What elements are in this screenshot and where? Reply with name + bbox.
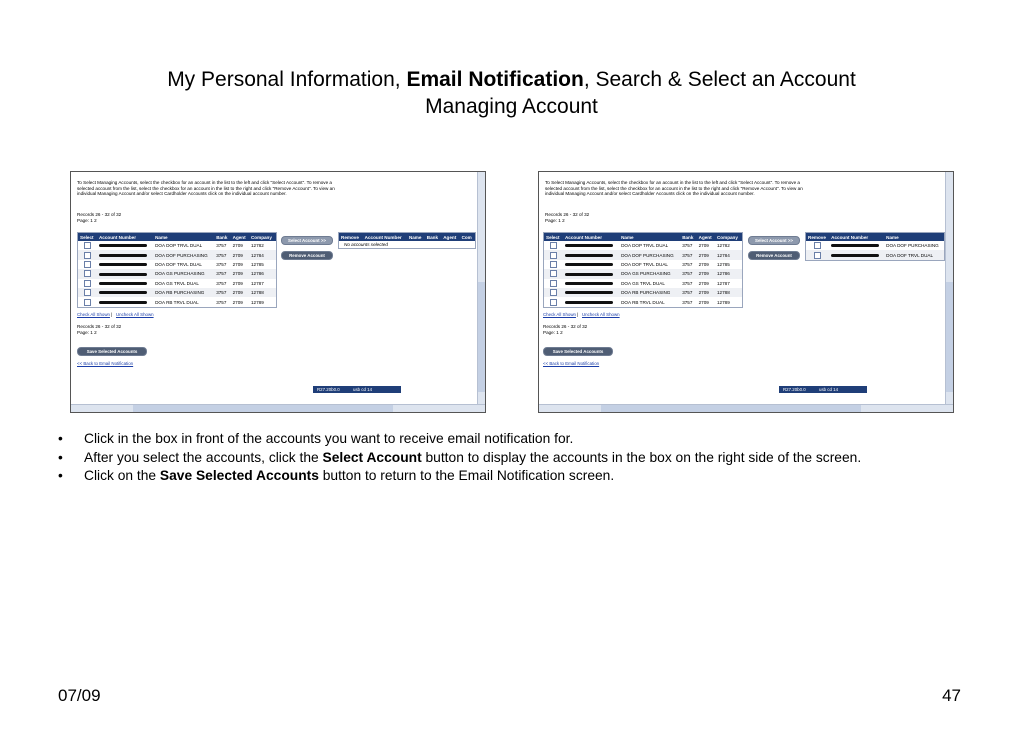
bullet-item <box>58 467 998 486</box>
selected-accounts-table <box>805 232 945 261</box>
records-count-bottom: Records 26 - 32 of 32 <box>77 324 122 329</box>
table-row <box>544 250 743 259</box>
scroll-thumb[interactable] <box>601 405 861 412</box>
bullet-text: Click on the <box>84 468 160 483</box>
bullet-text: Click in the box in front of the accounts you want to receive email notification for. <box>84 431 574 446</box>
row-agent: 2709 <box>698 280 709 286</box>
masked-account-number[interactable] <box>99 282 147 285</box>
horizontal-scrollbar[interactable] <box>539 404 953 412</box>
row-bank: 3757 <box>682 261 693 267</box>
row-bank: 3757 <box>216 299 227 305</box>
select-checkbox[interactable] <box>84 242 91 249</box>
select-account-button[interactable]: Select Account >> <box>748 236 800 245</box>
accounts-table <box>77 232 277 308</box>
check-all-link[interactable]: Check All Shown <box>543 312 576 317</box>
masked-account-number[interactable] <box>831 254 879 257</box>
pagination-bottom: Page: 1 2 <box>543 329 563 335</box>
row-bank: 3757 <box>680 288 696 297</box>
select-checkbox[interactable] <box>84 252 91 259</box>
row-bank: 3757 <box>214 269 230 278</box>
remove-account-button[interactable]: Remove Account <box>281 251 333 260</box>
back-to-email-notification-link[interactable]: << Back to Email Notification <box>543 361 600 366</box>
masked-account-number[interactable] <box>99 273 147 276</box>
col-header: Bank <box>214 233 230 242</box>
masked-account-number[interactable] <box>99 254 147 257</box>
check-all-link[interactable]: Check All Shown <box>77 312 110 317</box>
scroll-thumb[interactable] <box>133 405 393 412</box>
accounts-table <box>543 232 743 308</box>
title-line-1 <box>0 66 1023 93</box>
bullet-text: button to return to the Email Notification screen. <box>318 468 615 483</box>
row-company: 12785 <box>250 261 264 267</box>
col-header: Name <box>619 233 680 242</box>
col-header: Remove <box>339 233 363 242</box>
table-row <box>544 260 743 269</box>
row-bank: 3757 <box>682 243 693 249</box>
table-row <box>78 269 277 278</box>
row-agent: 2709 <box>231 250 249 259</box>
row-name: DOA DOP TRVL DUAL <box>621 243 669 249</box>
masked-account-number[interactable] <box>99 301 147 304</box>
masked-account-number[interactable] <box>565 301 613 304</box>
col-header: Account Number <box>563 233 619 242</box>
save-selected-accounts-button[interactable]: Save Selected Accounts <box>77 347 147 356</box>
row-name: DOA GS PURCHASING <box>619 269 680 278</box>
masked-account-number[interactable] <box>565 273 613 276</box>
table-row <box>78 279 277 288</box>
row-agent: 2709 <box>231 288 249 297</box>
row-name: DOA GS PURCHASING <box>153 269 214 278</box>
table-row <box>544 297 743 307</box>
status-version: R27.20b0.0 <box>783 387 806 392</box>
select-checkbox[interactable] <box>550 261 557 268</box>
bullet-item <box>58 430 998 449</box>
row-bank: 3757 <box>680 269 696 278</box>
horizontal-scrollbar[interactable] <box>71 404 485 412</box>
row-company: 12789 <box>716 299 730 305</box>
table-row <box>544 279 743 288</box>
masked-account-number[interactable] <box>565 291 613 294</box>
row-company: 12782 <box>716 243 730 249</box>
col-header: Name <box>153 233 214 242</box>
table-row <box>544 288 743 297</box>
row-agent: 2709 <box>232 261 243 267</box>
masked-account-number[interactable] <box>99 291 147 294</box>
row-company: 12784 <box>249 250 277 259</box>
instructions-text: To Select Managing Accounts, select the checkbox for an account in the list to the left and click "Select Account". To remove a selected account from the list, select the checkbox for an account in the list to the right and click "Remove Account". To view an individual Managing Account and/or select Cardholder Accounts click on the individual account number. <box>77 180 335 197</box>
masked-account-number[interactable] <box>831 244 879 247</box>
masked-account-number[interactable] <box>99 244 147 247</box>
selected-accounts-table <box>338 232 476 249</box>
screenshot-before <box>70 171 486 413</box>
remove-checkbox[interactable] <box>814 242 821 249</box>
row-agent: 2709 <box>232 280 243 286</box>
uncheck-all-link[interactable]: Uncheck All Shown <box>116 312 154 317</box>
row-company: 12788 <box>249 288 277 297</box>
row-agent: 2709 <box>697 269 715 278</box>
row-agent: 2709 <box>232 243 243 249</box>
footer-date: 07/09 <box>58 686 101 705</box>
row-company: 12782 <box>250 243 264 249</box>
link-separator: | <box>577 312 579 317</box>
pagination-bottom: Page: 1 2 <box>77 329 97 335</box>
col-header: Account Number <box>829 233 884 242</box>
bullet-text: button to display the accounts in the box on the right side of the screen. <box>421 449 862 465</box>
table-row <box>806 250 945 260</box>
table-row <box>544 269 743 278</box>
row-name: DOA RB PURCHASING <box>153 288 214 297</box>
table-row <box>78 250 277 259</box>
table-row <box>544 241 743 250</box>
row-name: DOA RB TRVL DUAL <box>621 299 665 305</box>
bullet-marker: • <box>58 449 63 465</box>
row-name: DOA DOF PURCHASING <box>153 250 214 259</box>
row-name: DOA DOF TRVL DUAL <box>621 261 668 267</box>
row-bank: 3757 <box>680 250 696 259</box>
row-name: DOA DOF TRVL DUAL <box>155 261 202 267</box>
col-header: Name <box>884 233 944 242</box>
masked-account-number[interactable] <box>565 263 613 266</box>
col-header: Bank <box>425 233 441 242</box>
scroll-thumb[interactable] <box>478 282 485 392</box>
row-company: 12789 <box>250 299 264 305</box>
col-header: Select <box>78 233 97 242</box>
row-agent: 2709 <box>698 299 709 305</box>
select-checkbox[interactable] <box>550 242 557 249</box>
col-header: Company <box>715 233 743 242</box>
selected-name: DOA DOF PURCHASING <box>886 243 939 249</box>
pagination-top: Page: 1 2 <box>77 217 97 223</box>
status-server: usb cd 14 <box>353 387 373 392</box>
select-checkbox[interactable] <box>84 270 91 277</box>
row-bank: 3757 <box>214 288 230 297</box>
title-bold: Email Notification <box>406 68 584 91</box>
bullet-marker: • <box>58 431 63 446</box>
title-line-2: Managing Account <box>425 95 598 118</box>
row-agent: 2709 <box>698 261 709 267</box>
masked-account-number[interactable] <box>99 263 147 266</box>
select-checkbox[interactable] <box>84 289 91 296</box>
records-count-top: Records 26 - 32 of 32 <box>545 212 590 217</box>
table-row <box>78 260 277 269</box>
select-checkbox[interactable] <box>550 289 557 296</box>
table-row <box>78 241 277 250</box>
select-account-button[interactable]: Select Account >> <box>281 236 333 245</box>
masked-account-number[interactable] <box>565 254 613 257</box>
row-agent: 2709 <box>697 288 715 297</box>
row-company: 12788 <box>715 288 743 297</box>
screenshot-after <box>538 171 954 413</box>
col-header: Select <box>544 233 563 242</box>
bullet-text: After you select the accounts, click the <box>84 449 323 465</box>
status-bar <box>779 386 867 393</box>
bullet-item <box>58 449 998 468</box>
col-header: Account Number <box>97 233 153 242</box>
page-number: 47 <box>942 686 961 705</box>
select-checkbox[interactable] <box>84 299 91 306</box>
row-name: DOA DOP TRVL DUAL <box>155 243 203 249</box>
bullet-bold: Save Selected Accounts <box>159 468 319 483</box>
col-header: Agent <box>697 233 715 242</box>
title-part-1: My Personal Information, <box>167 68 407 91</box>
row-bank: 3757 <box>216 261 227 267</box>
row-bank: 3757 <box>216 243 227 249</box>
table-row <box>78 297 277 307</box>
col-header: Name <box>407 233 425 242</box>
scroll-thumb[interactable] <box>946 282 953 392</box>
masked-account-number[interactable] <box>565 282 613 285</box>
bullet-bold: Select Account <box>322 449 422 465</box>
row-company: 12786 <box>249 269 277 278</box>
col-header: Remove <box>806 233 830 242</box>
select-checkbox[interactable] <box>84 261 91 268</box>
row-bank: 3757 <box>214 250 230 259</box>
link-separator: | <box>111 312 113 317</box>
table-row <box>806 241 945 250</box>
remove-account-button[interactable]: Remove Account <box>748 251 800 260</box>
select-checkbox[interactable] <box>550 299 557 306</box>
title-part-2: , Search & Select an Account <box>583 68 856 91</box>
row-company: 12784 <box>715 250 743 259</box>
row-agent: 2709 <box>231 269 249 278</box>
no-accounts-message: No accounts selected <box>339 241 476 249</box>
row-name: DOA GS TRVL DUAL <box>155 280 199 286</box>
select-checkbox[interactable] <box>550 270 557 277</box>
row-agent: 2709 <box>697 250 715 259</box>
select-checkbox[interactable] <box>550 280 557 287</box>
masked-account-number[interactable] <box>565 244 613 247</box>
col-header: Com <box>460 233 476 242</box>
status-server: usb cd 14 <box>819 387 839 392</box>
row-agent: 2709 <box>232 299 243 305</box>
slide-title <box>0 66 1023 120</box>
row-company: 12786 <box>715 269 743 278</box>
status-bar <box>313 386 401 393</box>
col-header: Agent <box>441 233 459 242</box>
row-company: 12787 <box>716 280 730 286</box>
records-count-bottom: Records 26 - 32 of 32 <box>543 324 588 329</box>
save-selected-accounts-button[interactable]: Save Selected Accounts <box>543 347 613 356</box>
table-row <box>78 288 277 297</box>
row-name: DOA DOF PURCHASING <box>619 250 680 259</box>
row-bank: 3757 <box>682 280 693 286</box>
row-name: DOA GS TRVL DUAL <box>621 280 665 286</box>
status-version: R27.20b0.0 <box>317 387 340 392</box>
remove-checkbox[interactable] <box>814 252 821 259</box>
pagination-top: Page: 1 2 <box>545 217 565 223</box>
row-bank: 3757 <box>682 299 693 305</box>
select-checkbox[interactable] <box>550 252 557 259</box>
row-name: DOA RB TRVL DUAL <box>155 299 199 305</box>
col-header: Agent <box>231 233 249 242</box>
select-checkbox[interactable] <box>84 280 91 287</box>
row-name: DOA RB PURCHASING <box>619 288 680 297</box>
uncheck-all-link[interactable]: Uncheck All Shown <box>582 312 620 317</box>
col-header: Bank <box>680 233 696 242</box>
col-header: Account Number <box>363 233 407 242</box>
row-company: 12785 <box>716 261 730 267</box>
instruction-bullets <box>58 430 998 486</box>
selected-name: DOA DOF TRVL DUAL <box>884 250 944 260</box>
row-bank: 3757 <box>216 280 227 286</box>
vertical-scrollbar[interactable] <box>945 172 953 405</box>
row-agent: 2709 <box>698 243 709 249</box>
records-count-top: Records 26 - 32 of 32 <box>77 212 122 217</box>
instructions-text: To Select Managing Accounts, select the checkbox for an account in the list to the left and click "Select Account". To remove a selected account from the list, select the checkbox for an account in the list to the right and click "Remove Account". To view an individual Managing Account and/or select Cardholder Accounts click on the individual account number. <box>545 180 803 197</box>
back-to-email-notification-link[interactable]: << Back to Email Notification <box>77 361 134 366</box>
vertical-scrollbar[interactable] <box>477 172 485 405</box>
row-company: 12787 <box>250 280 264 286</box>
col-header: Company <box>249 233 277 242</box>
bullet-marker: • <box>58 468 63 483</box>
